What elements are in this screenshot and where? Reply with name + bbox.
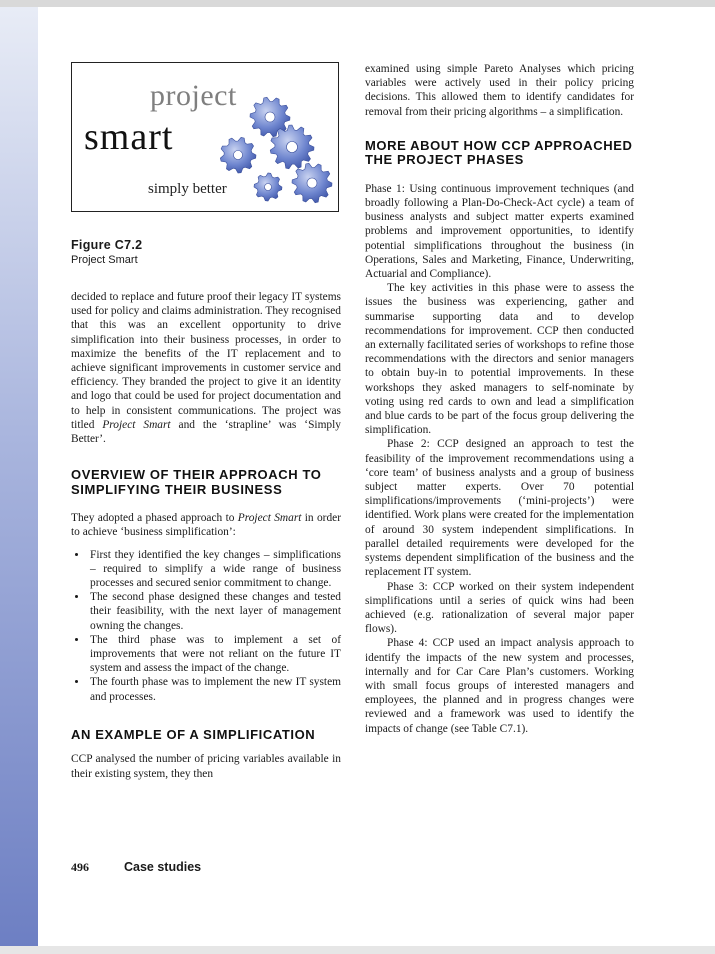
overview-paragraph <box>71 511 341 539</box>
gear-bottom-right-hole <box>307 178 317 188</box>
key-activities-paragraph: The key activities in this phase were to assess the issues the business was experiencing, gather and summarise supporting data and to develop recommendations for improvement. CCP then conducted an externally facilitated series of workshops to refine those recommendations with the directors and senior managers to obtain buy-in to potential improvements. In these workshops they asked managers to self-nominate by voting using red cards to own and lead a simplification and blue cards to be part of the focus group delivering the simplification. <box>365 282 634 437</box>
overview-end: in order to achieve ‘business simplification’: <box>71 512 341 539</box>
footer-section-title: Case studies <box>124 860 202 874</box>
intro-paragraph <box>71 290 341 446</box>
left-column <box>71 62 341 781</box>
continued-paragraph: examined using simple Pareto Analyses which pricing variables were actively used in their policy pricing decisions. This allowed them to identify candidates for removal from their pricing algorithms – a simplification. <box>365 63 634 118</box>
overview-italic: Project Smart <box>237 512 302 525</box>
project-smart-logo <box>71 62 339 212</box>
gear-left-hole <box>234 151 243 160</box>
phase-bullet-list <box>71 548 341 704</box>
figure-caption: Project Smart <box>71 254 138 266</box>
phase3-paragraph: Phase 3: CCP worked on their system independent simplifications until a series of quick wins had been achieved (e.g. rationalization of several major paper flows). <box>365 580 634 636</box>
intro-text: decided to replace and future proof their legacy IT systems used for policy and claims administration. They recognised that this was an excellent opportunity to drive simplification into their business processes, in order to maximize the benefits of the IT replacement and to achieve significant improvements in customer service and efficiency. They branded the project to give it an identity and logo that could be used for project documentation and to help in consistent communications. The project was titled <box>71 291 341 431</box>
figure-number: Figure C7.2 <box>71 238 143 252</box>
list-item: • The fourth phase was to implement the new IT system and processes. <box>88 675 341 703</box>
left-color-band <box>0 7 38 947</box>
gear-bottom-hole <box>265 184 272 191</box>
phase2-paragraph: Phase 2: CCP designed an approach to test the feasibility of the improvement recommendations using a ‘core team’ of business analysts and a group of business subject matter experts. Over 70 potential simplifications/improvements (‘mini-projects’) were identified. Work plans were created for the implementation of around 30 system independent simplifications. In parallel detailed requirements were developed for the systems dependent simplification of the business and the replacement IT system. <box>365 438 634 579</box>
bottom-strip <box>0 946 715 954</box>
logo-word-smart: smart <box>84 116 174 158</box>
overview-heading: OVERVIEW OF THEIR APPROACH TO SIMPLIFYING THEIR BUSINESS <box>71 467 322 497</box>
gear-center-hole <box>287 142 298 153</box>
phase4-paragraph: Phase 4: CCP used an impact analysis approach to identify the impacts of the new system and processes, internally and for Car Care Plan’s customers. Working with small focus groups of interested managers and employees, the planned and in progress changes were reviewed and a framework was used to identify the impacts of change (see Table C7.1). <box>365 637 634 735</box>
phase1-paragraph: Phase 1: Using continuous improvement techniques (and broadly following a Plan-Do-Check-Act cycle) a team of business analysts and subject matter experts examined problems and improvement opportunities, to identify potential simplifications throughout the business (in Operations, Sales and Marketing, Finance, Underwriting, Actuarial and Compliance). <box>365 182 634 281</box>
phases-heading: MORE ABOUT HOW CCP APPROACHED THE PROJECT PHASES <box>365 137 633 168</box>
right-column <box>365 62 634 736</box>
logo-word-project: project <box>150 79 237 112</box>
intro-end: and the ‘strapline’ was ‘Simply Better’. <box>71 418 341 446</box>
top-strip <box>0 0 715 7</box>
overview-text: They adopted a phased approach to <box>71 512 238 525</box>
list-item: • First they identified the key changes – simplifications – required to simplify a wide range of business processes and secured senior commitment to change. <box>88 548 341 591</box>
gear-top-hole <box>265 112 275 122</box>
list-item: • The third phase was to implement a set of improvements that were not reliant on the future IT system and assess the impact of the change. <box>88 633 341 676</box>
page-footer <box>71 860 201 875</box>
example-paragraph: CCP analysed the number of pricing variables available in their existing system, they then <box>71 753 341 780</box>
logo-tagline: simply better <box>148 181 227 197</box>
gears-icon <box>212 83 336 209</box>
page-number: 496 <box>71 860 89 874</box>
list-item: • The second phase designed these changes and tested their feasibility, with the next layer of management owning the changes. <box>88 590 341 633</box>
example-heading: AN EXAMPLE OF A SIMPLIFICATION <box>71 726 316 742</box>
intro-italic: Project Smart <box>102 418 171 431</box>
